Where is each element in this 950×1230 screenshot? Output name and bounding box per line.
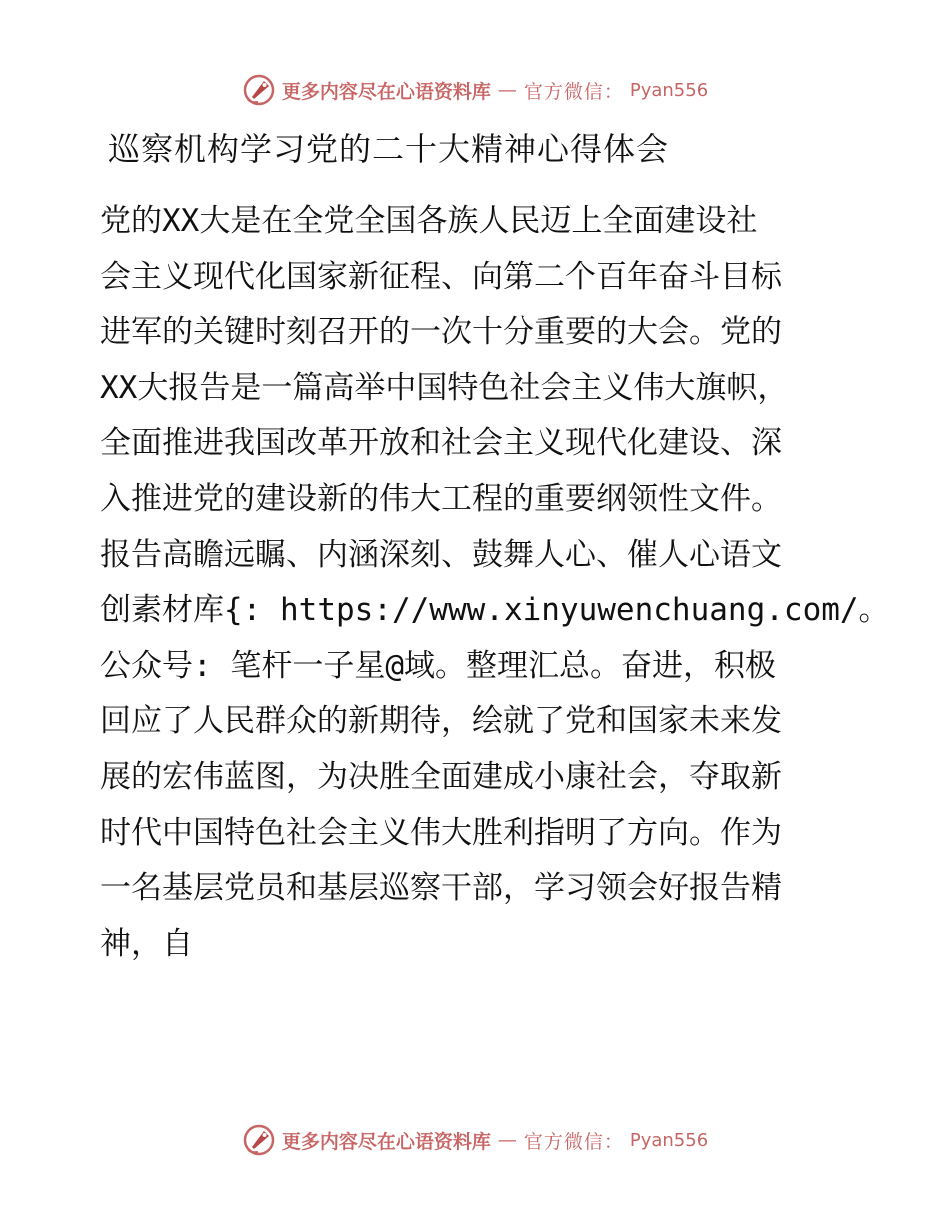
watermark-wechat-label: 官方微信： (523, 80, 624, 103)
document-title: 巡察机构学习党的二十大精神心得体会 (108, 130, 670, 168)
watermark-slogan: 更多内容尽在心语资料库 (281, 1130, 491, 1153)
header-watermark (0, 70, 950, 110)
watermark-separator: — (497, 1129, 517, 1151)
body-line: 回应了人民群众的新期待，绘就了党和国家未来发 (100, 703, 782, 740)
body-line: 公众号: 笔杆一子星@域。整理汇总。奋进，积极 (100, 647, 776, 684)
footer-watermark (0, 1120, 950, 1160)
body-line: 会主义现代化国家新征程、向第二个百年奋斗目标 (100, 258, 782, 295)
body-line: 报告高瞻远瞩、内涵深刻、鼓舞人心、催人心语文 (100, 536, 782, 573)
watermark-separator: — (497, 79, 517, 101)
body-line: 时代中国特色社会主义伟大胜利指明了方向。作为 (100, 814, 782, 851)
body-line: 进军的关键时刻召开的一次十分重要的大会。党的 (100, 314, 782, 351)
document-body (100, 194, 890, 972)
watermark-wechat-label: 官方微信： (523, 1130, 624, 1153)
body-line: 全面推进我国改革开放和社会主义现代化建设、深 (100, 425, 782, 462)
body-line: 展的宏伟蓝图，为决胜全面建成小康社会，夺取新 (100, 758, 782, 795)
watermark-wechat-id: Pyan556 (629, 1129, 709, 1151)
pen-nib-logo-icon (242, 73, 276, 107)
watermark-wechat-id: Pyan556 (629, 79, 709, 101)
body-line: 创素材库{: https://www.xinyuwenchuang.com/。 (100, 592, 890, 629)
watermark-slogan: 更多内容尽在心语资料库 (281, 80, 491, 103)
pen-nib-logo-icon (242, 1123, 276, 1157)
body-line: 一名基层党员和基层巡察干部，学习领会好报告精 (100, 870, 782, 907)
body-line: XX大报告是一篇高举中国特色社会主义伟大旗帜， (100, 369, 789, 406)
body-line: 神，自 (100, 925, 193, 962)
body-line: 入推进党的建设新的伟大工程的重要纲领性文件。 (100, 480, 782, 517)
body-line: 党的XX大是在全党全国各族人民迈上全面建设社 (100, 203, 758, 239)
